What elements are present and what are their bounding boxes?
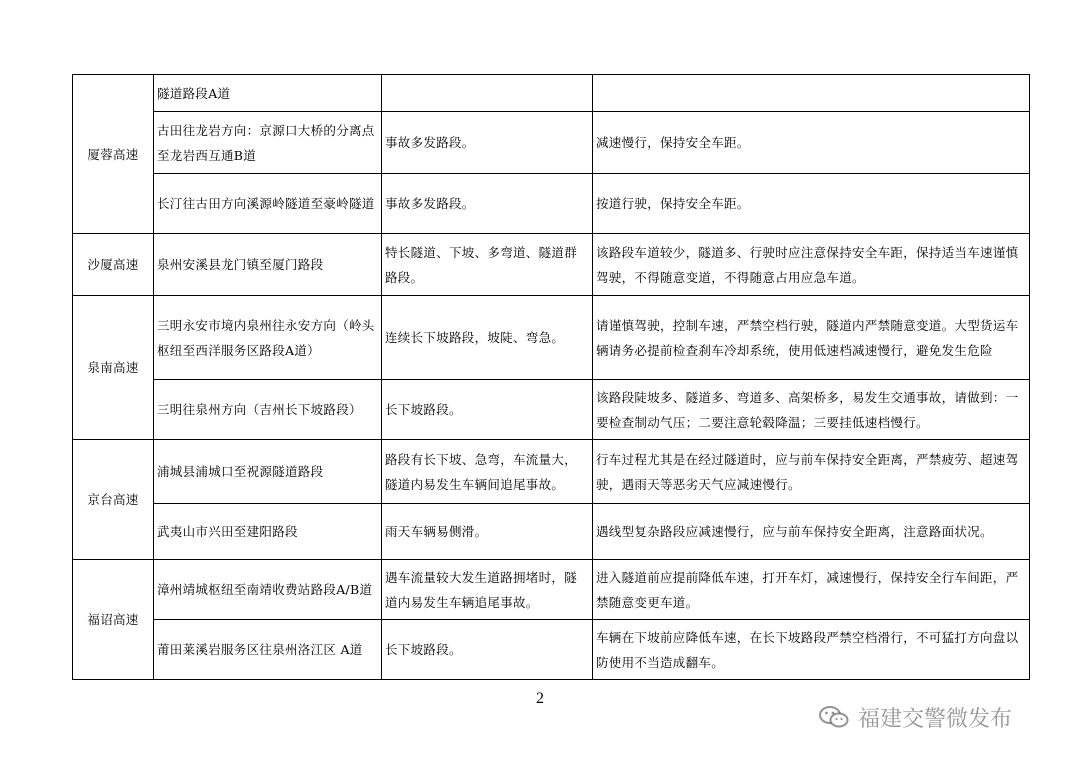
hazard-cell <box>382 75 593 112</box>
road-name: 泉南高速 <box>73 296 154 440</box>
advice-cell <box>593 75 1030 112</box>
section-cell: 浦城县浦城口至祝源隧道路段 <box>154 440 382 504</box>
wechat-icon <box>818 704 850 730</box>
table-row <box>73 440 1030 504</box>
section-cell: 古田往龙岩方向：京源口大桥的分离点至龙岩西互通B道 <box>154 112 382 174</box>
section-cell: 漳州靖城枢纽至南靖收费站路段A/B道 <box>154 560 382 620</box>
hazard-cell: 雨天车辆易侧滑。 <box>382 504 593 560</box>
road-name: 福诏高速 <box>73 560 154 680</box>
section-cell: 隧道路段A道 <box>154 75 382 112</box>
section-cell: 三明永安市境内泉州往永安方向（岭头枢纽至西洋服务区路段A道） <box>154 296 382 380</box>
advice-cell: 车辆在下坡前应降低车速，在长下坡路段严禁空档滑行，不可猛打方向盘以防使用不当造成翻车。 <box>593 620 1030 680</box>
hazard-cell: 遇车流量较大发生道路拥堵时，隧道内易发生车辆追尾事故。 <box>382 560 593 620</box>
hazard-cell: 路段有长下坡、急弯，车流量大，隧道内易发生车辆间追尾事故。 <box>382 440 593 504</box>
hazard-cell: 长下坡路段。 <box>382 620 593 680</box>
road-name: 沙厦高速 <box>73 234 154 296</box>
table-row <box>73 620 1030 680</box>
road-name: 厦蓉高速 <box>73 75 154 234</box>
hazard-cell: 特长隧道、下坡、多弯道、隧道群路段。 <box>382 234 593 296</box>
table-row <box>73 560 1030 620</box>
hazard-cell: 长下坡路段。 <box>382 380 593 440</box>
advice-cell: 按道行驶，保持安全车距。 <box>593 174 1030 234</box>
advice-cell: 减速慢行，保持安全车距。 <box>593 112 1030 174</box>
advice-cell: 进入隧道前应提前降低车速，打开车灯，减速慢行，保持安全行车间距，严禁随意变更车道。 <box>593 560 1030 620</box>
page-number: 2 <box>536 690 544 707</box>
road-hazard-table <box>72 74 1030 680</box>
table-row <box>73 504 1030 560</box>
section-cell: 泉州安溪县龙门镇至厦门路段 <box>154 234 382 296</box>
advice-cell: 行车过程尤其是在经过隧道时，应与前车保持安全距离，严禁疲劳、超速驾驶，遇雨天等恶劣天气应减速慢行。 <box>593 440 1030 504</box>
watermark-text: 福建交警微发布 <box>858 706 1013 732</box>
road-name: 京台高速 <box>73 440 154 560</box>
section-cell: 莆田莱溪岩服务区往泉州洛江区 A道 <box>154 620 382 680</box>
table-row <box>73 112 1030 174</box>
advice-cell: 该路段车道较少，隧道多、行驶时应注意保持安全车距，保持适当车速谨慎驾驶，不得随意变道，不得随意占用应急车道。 <box>593 234 1030 296</box>
watermark <box>818 700 1012 734</box>
hazard-cell: 事故多发路段。 <box>382 174 593 234</box>
table-row <box>73 296 1030 380</box>
section-cell: 三明往泉州方向（吉州长下坡路段） <box>154 380 382 440</box>
hazard-cell: 连续长下坡路段，坡陡、弯急。 <box>382 296 593 380</box>
table-row <box>73 380 1030 440</box>
section-cell: 长汀往古田方向溪源岭隧道至豪岭隧道 <box>154 174 382 234</box>
table-row <box>73 174 1030 234</box>
section-cell: 武夷山市兴田至建阳路段 <box>154 504 382 560</box>
advice-cell: 请谨慎驾驶，控制车速，严禁空档行驶，隧道内严禁随意变道。大型货运车辆请务必提前检查刹车冷却系统，使用低速档减速慢行，避免发生危险 <box>593 296 1030 380</box>
advice-cell: 该路段陡坡多、隧道多、弯道多、高架桥多，易发生交通事故，请做到：一要检查制动气压；二要注意轮毂降温；三要挂低速档慢行。 <box>593 380 1030 440</box>
table-row <box>73 75 1030 112</box>
hazard-cell: 事故多发路段。 <box>382 112 593 174</box>
advice-cell: 遇线型复杂路段应减速慢行，应与前车保持安全距离，注意路面状况。 <box>593 504 1030 560</box>
table-row <box>73 234 1030 296</box>
